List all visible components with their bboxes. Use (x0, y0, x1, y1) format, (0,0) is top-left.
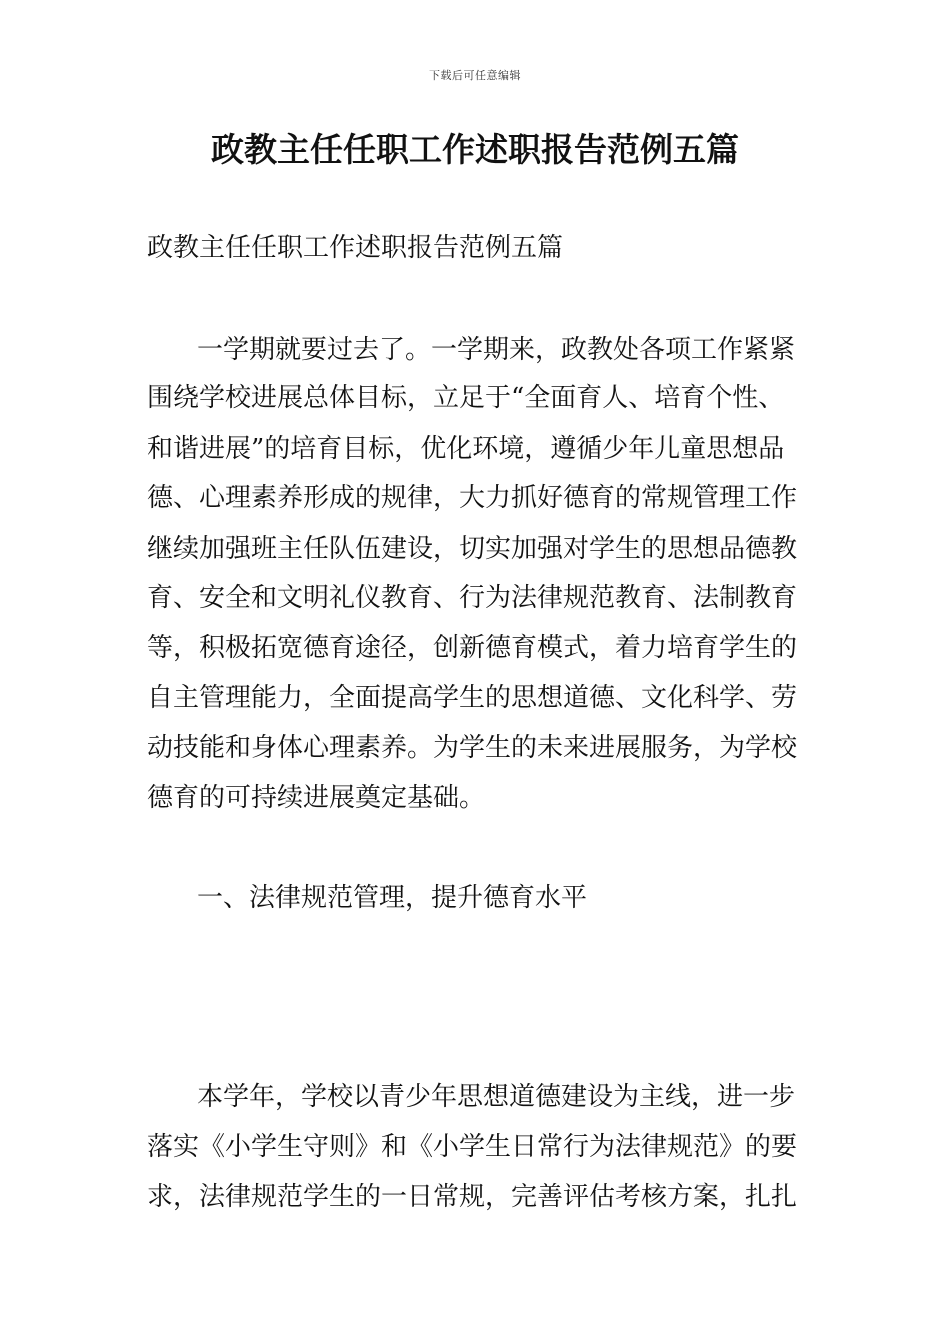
paragraph-line: 继续加强班主任队伍建设，切实加强对学生的思想品德教 (147, 534, 798, 564)
paragraph-line: 一学期就要过去了。一学期来，政教处各项工作紧紧 (197, 335, 796, 365)
paragraph-line: 和谐进展”的培育目标，优化环境，遵循少年儿童思想品 (147, 434, 785, 464)
paragraph-line: 德、心理素养形成的规律，大力抓好德育的常规管理工作 (147, 483, 798, 513)
section-heading: 一、法律规范管理，提升德育水平 (197, 883, 588, 913)
paragraph-line: 动技能和身体心理素养。为学生的未来进展服务，为学校 (147, 733, 798, 763)
paragraph-line: 落实《小学生守则》和《小学生日常行为法律规范》的要 (147, 1132, 798, 1162)
paragraph-line: 本学年，学校以青少年思想道德建设为主线，进一步 (197, 1082, 796, 1112)
document-title: 政教主任任职工作述职报告范例五篇 (211, 130, 739, 169)
paragraph-line: 育、安全和文明礼仪教育、行为法律规范教育、法制教育 (147, 583, 798, 613)
document-subtitle: 政教主任任职工作述职报告范例五篇 (147, 233, 564, 263)
header-note: 下载后可任意编辑 (429, 69, 521, 82)
paragraph-line: 德育的可持续进展奠定基础。 (147, 783, 486, 813)
paragraph-line: 围绕学校进展总体目标，立足于“全面育人、培育个性、 (147, 383, 785, 413)
paragraph-line: 自主管理能力，全面提高学生的思想道德、文化科学、劳 (147, 683, 798, 713)
paragraph-line: 等，积极拓宽德育途径，创新德育模式，着力培育学生的 (147, 633, 798, 663)
paragraph-line: 求，法律规范学生的一日常规，完善评估考核方案，扎扎 (147, 1182, 798, 1212)
